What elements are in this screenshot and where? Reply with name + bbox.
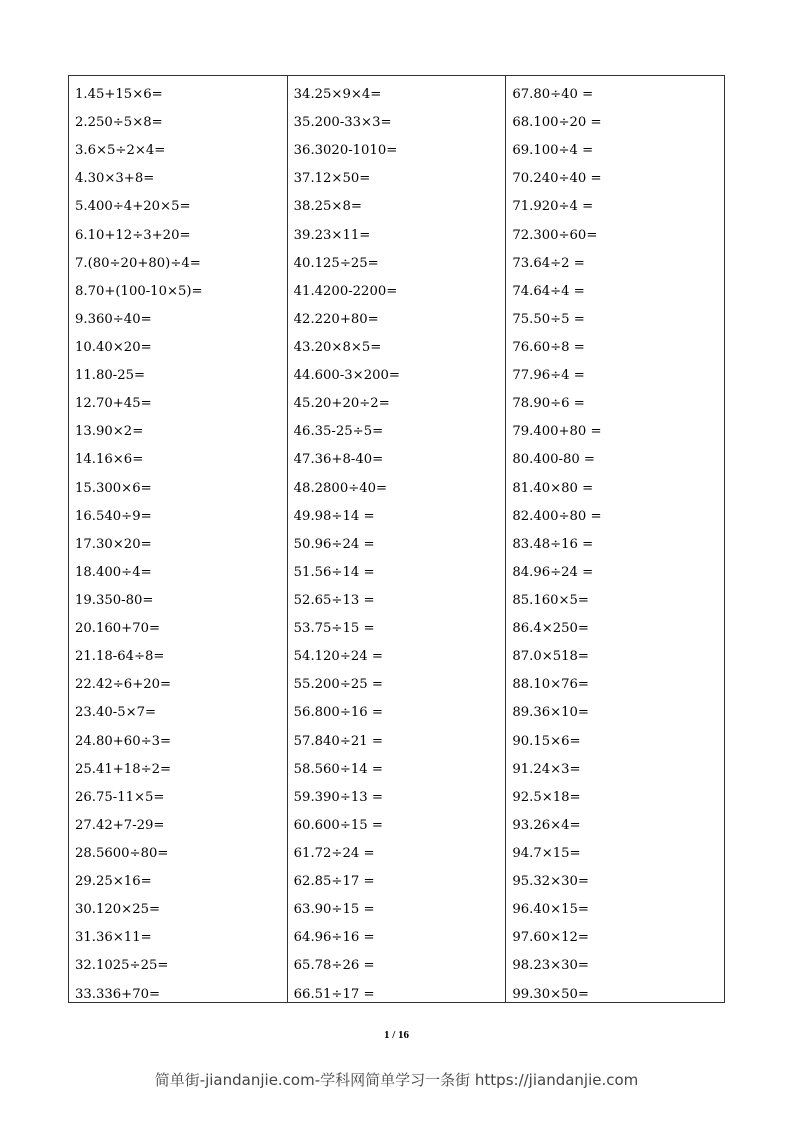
- exercise-item: 29.25×16=: [75, 874, 152, 890]
- exercise-item: 6.10+12÷3+20=: [75, 227, 191, 243]
- exercise-item: 43.20×8×5=: [293, 339, 382, 355]
- exercise-item: 72.300÷60=: [512, 227, 598, 243]
- exercise-column-3: [506, 76, 724, 1002]
- exercise-item: 70.240÷40 =: [512, 171, 602, 187]
- exercise-item: 32.1025÷25=: [75, 958, 169, 974]
- exercise-item: 89.36×10=: [512, 705, 589, 721]
- exercise-item: 22.42÷6+20=: [75, 677, 172, 693]
- exercise-item: 62.85÷17 =: [293, 874, 375, 890]
- exercise-item: 19.350-80=: [75, 592, 154, 608]
- exercise-item: 58.560÷14 =: [293, 761, 383, 777]
- exercise-item: 59.390÷13 =: [293, 789, 383, 805]
- exercise-item: 65.78÷26 =: [293, 958, 375, 974]
- exercise-item: 71.920÷4 =: [512, 199, 594, 215]
- exercise-item: 42.220+80=: [293, 311, 379, 327]
- exercise-item: 20.160+70=: [75, 621, 161, 637]
- exercise-item: 87.0×518=: [512, 649, 589, 665]
- exercise-item: 92.5×18=: [512, 789, 581, 805]
- exercise-item: 37.12×50=: [293, 171, 371, 187]
- footer-watermark: 简单街-jiandanjie.com-学科网简单学习一条街 https://jiandanjie.com: [154, 1071, 639, 1089]
- exercise-item: 2.250÷5×8=: [75, 115, 163, 131]
- exercise-item: 94.7×15=: [512, 845, 581, 861]
- exercise-item: 95.32×30=: [512, 874, 589, 890]
- exercise-column-2: [288, 76, 507, 1002]
- exercise-item: 68.100÷20 =: [512, 115, 602, 131]
- exercise-item: 75.50÷5 =: [512, 311, 585, 327]
- exercise-item: 41.4200-2200=: [293, 283, 398, 299]
- exercise-item: 9.360÷40=: [75, 311, 152, 327]
- exercise-item: 4.30×3+8=: [75, 171, 155, 187]
- exercise-item: 69.100÷4 =: [512, 143, 594, 159]
- exercise-item: 84.96÷24 =: [512, 564, 594, 580]
- exercise-item: 85.160×5=: [512, 592, 589, 608]
- exercise-item: 52.65÷13 =: [293, 592, 375, 608]
- exercise-item: 81.40×80 =: [512, 480, 594, 496]
- exercise-item: 7.(80÷20+80)÷4=: [75, 255, 201, 271]
- exercise-item: 45.20+20÷2=: [293, 396, 390, 412]
- exercise-item: 88.10×76=: [512, 677, 589, 693]
- exercise-item: 28.5600÷80=: [75, 845, 169, 861]
- exercise-item: 56.800÷16 =: [293, 705, 383, 721]
- exercise-item: 26.75-11×5=: [75, 789, 165, 805]
- exercise-item: 31.36×11=: [75, 930, 152, 946]
- exercise-item: 11.80-25=: [75, 368, 146, 384]
- exercise-item: 60.600÷15 =: [293, 817, 383, 833]
- exercise-item: 35.200-33×3=: [293, 115, 392, 131]
- exercise-item: 61.72÷24 =: [293, 845, 375, 861]
- exercise-item: 44.600-3×200=: [293, 368, 400, 384]
- exercise-item: 97.60×12=: [512, 930, 589, 946]
- exercise-item: 39.23×11=: [293, 227, 371, 243]
- exercise-item: 96.40×15=: [512, 902, 589, 918]
- exercise-item: 1.45+15×6=: [75, 87, 163, 102]
- exercise-column-1: [69, 76, 288, 1002]
- exercise-item: 3.6×5÷2×4=: [75, 143, 166, 159]
- exercise-item: 78.90÷6 =: [512, 396, 585, 412]
- exercise-item: 18.400÷4=: [75, 564, 152, 580]
- exercise-item: 16.540÷9=: [75, 508, 152, 524]
- exercise-item: 63.90÷15 =: [293, 902, 375, 918]
- exercise-item: 93.26×4=: [512, 817, 581, 833]
- exercise-item: 27.42+7-29=: [75, 817, 165, 833]
- exercise-item: 54.120÷24 =: [293, 649, 383, 665]
- exercise-item: 24.80+60÷3=: [75, 733, 172, 749]
- exercise-item: 30.120×25=: [75, 902, 161, 918]
- exercise-item: 23.40-5×7=: [75, 705, 157, 721]
- exercise-item: 77.96÷4 =: [512, 368, 585, 384]
- exercise-item: 34.25×9×4=: [293, 87, 382, 102]
- exercise-item: 80.400-80 =: [512, 452, 595, 468]
- exercise-item: 83.48÷16 =: [512, 536, 594, 552]
- exercise-item: 53.75÷15 =: [293, 621, 375, 637]
- exercise-item: 47.36+8-40=: [293, 452, 384, 468]
- exercise-item: 40.125÷25=: [293, 255, 379, 271]
- exercise-item: 25.41+18÷2=: [75, 761, 172, 777]
- exercise-item: 50.96÷24 =: [293, 536, 375, 552]
- exercise-item: 14.16×6=: [75, 452, 144, 468]
- exercise-item: 12.70+45=: [75, 396, 152, 412]
- exercise-item: 98.23×30=: [512, 958, 589, 974]
- exercise-item: 13.90×2=: [75, 424, 144, 440]
- exercise-item: 48.2800÷40=: [293, 480, 388, 496]
- exercise-item: 36.3020-1010=: [293, 143, 398, 159]
- exercise-item: 10.40×20=: [75, 339, 152, 355]
- exercise-item: 46.35-25÷5=: [293, 424, 384, 440]
- exercise-item: 73.64÷2 =: [512, 255, 585, 271]
- exercise-item: 38.25×8=: [293, 199, 362, 215]
- exercise-item: 90.15×6=: [512, 733, 581, 749]
- exercise-item: 15.300×6=: [75, 480, 152, 496]
- exercise-item: 76.60÷8 =: [512, 339, 585, 355]
- exercise-item: 74.64÷4 =: [512, 283, 585, 299]
- page-number: 1 / 16: [383, 1029, 410, 1041]
- exercise-item: 66.51÷17 =: [293, 986, 375, 1002]
- exercise-item: 86.4×250=: [512, 621, 589, 637]
- exercise-item: 55.200÷25 =: [293, 677, 383, 693]
- exercise-item: 67.80÷40 =: [512, 87, 594, 102]
- exercise-item: 82.400÷80 =: [512, 508, 602, 524]
- exercise-item: 51.56÷14 =: [293, 564, 375, 580]
- exercise-sheet: [68, 75, 725, 1003]
- exercise-item: 8.70+(100-10×5)=: [75, 283, 203, 299]
- exercise-item: 57.840÷21 =: [293, 733, 383, 749]
- exercise-item: 17.30×20=: [75, 536, 152, 552]
- exercise-item: 5.400÷4+20×5=: [75, 199, 191, 215]
- exercise-item: 99.30×50=: [512, 986, 589, 1002]
- exercise-item: 49.98÷14 =: [293, 508, 375, 524]
- exercise-item: 33.336+70=: [75, 986, 161, 1002]
- exercise-item: 21.18-64÷8=: [75, 649, 165, 665]
- exercise-item: 64.96÷16 =: [293, 930, 375, 946]
- exercise-item: 79.400+80 =: [512, 424, 602, 440]
- exercise-item: 91.24×3=: [512, 761, 581, 777]
